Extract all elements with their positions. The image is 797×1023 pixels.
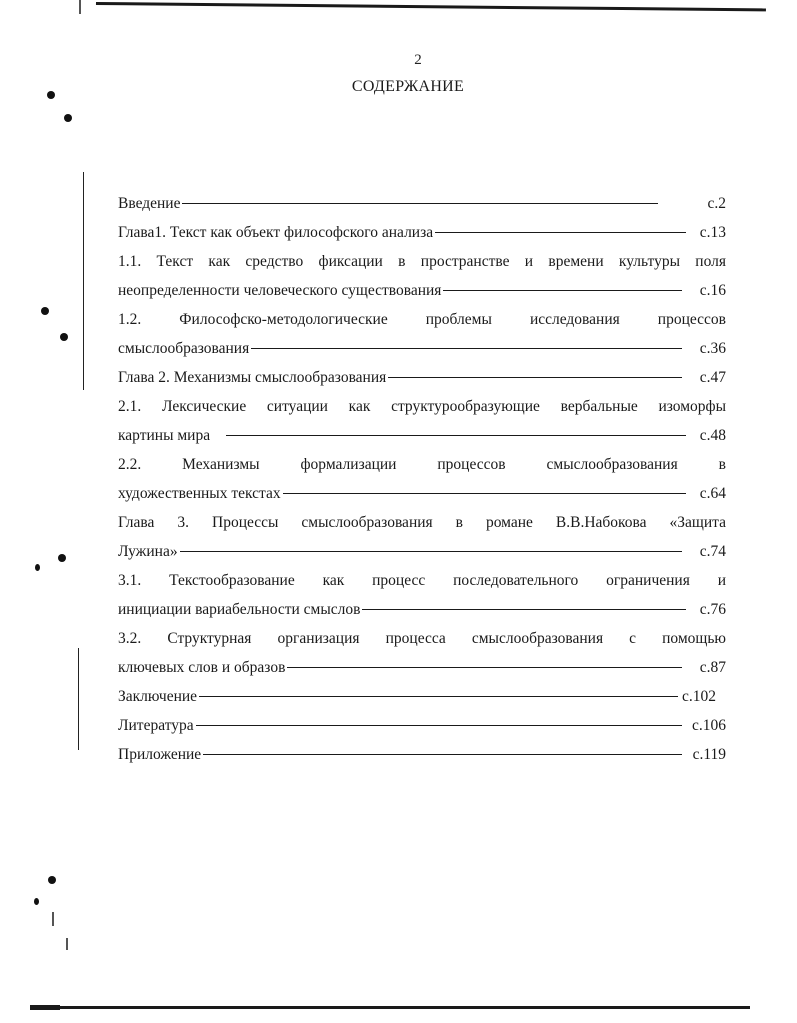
toc-entry-label: Введение	[118, 195, 181, 212]
toc-entry-text-line: 2.1. Лексические ситуации как структурообразующие вербальные изоморфы	[118, 398, 726, 415]
toc-entry-page: с.102	[682, 688, 717, 705]
toc-entry-page: с.36	[699, 340, 726, 357]
toc-entry-chapter-3	[118, 537, 726, 566]
toc-entry-section-1-1	[118, 276, 726, 305]
toc-entry-text-line: 2.2. Механизмы формализации процессов смыслообразования в	[118, 456, 726, 473]
margin-scan-line	[78, 648, 79, 750]
toc-entry-page: с.64	[699, 485, 726, 502]
toc-entry-label: картины мира	[118, 427, 211, 444]
toc-entry-page: с.16	[699, 282, 726, 299]
toc-entry-section-3-2	[118, 653, 726, 682]
scan-border-top	[96, 2, 766, 11]
toc-entry-label: Литература	[118, 717, 194, 734]
toc-entry-page: с.2	[707, 195, 726, 212]
toc-entry-section-3-1	[118, 595, 726, 624]
toc-entry-page: с.47	[699, 369, 726, 386]
toc-entry-chapter-2	[118, 363, 726, 392]
toc-leader-line	[362, 609, 686, 610]
punch-hole-mark	[41, 307, 49, 315]
toc-entry-label: смыслообразования	[118, 340, 250, 357]
scan-speck	[79, 0, 81, 14]
punch-hole-mark	[35, 564, 40, 571]
margin-scan-line	[83, 172, 84, 390]
toc-entry-appendix	[118, 740, 726, 769]
toc-entry-label: художественных текстах	[118, 485, 281, 502]
toc-entry-section-2-2	[118, 479, 726, 508]
scan-speck	[66, 938, 68, 950]
toc-leader-line	[199, 696, 678, 697]
toc-entry-label: Лужина»	[118, 543, 178, 560]
toc-entry-introduction	[118, 189, 726, 218]
toc-entry-label: ключевых слов и образов	[118, 659, 286, 676]
toc-leader-line	[443, 290, 682, 291]
toc-entry-label: инициации вариабельности смыслов	[118, 601, 361, 618]
toc-entry-text-line: 3.2. Структурная организация процесса смыслообразования с помощью	[118, 630, 726, 647]
toc-entry-page: с.106	[691, 717, 726, 734]
toc-entry-page: с.74	[699, 543, 726, 560]
page-number: 2	[414, 52, 422, 68]
scan-border-bottom	[30, 1006, 750, 1009]
toc-entry-page: с.119	[692, 746, 726, 763]
toc-entry-text-line: 1.2. Философско-методологические проблемы исследования процессов	[118, 311, 726, 328]
toc-leader-line	[435, 232, 686, 233]
toc-leader-line	[388, 377, 682, 378]
toc-leader-line	[182, 203, 658, 204]
toc-entry-page: с.13	[699, 224, 726, 241]
toc-entry-text-line: Глава 3. Процессы смыслообразования в романе В.В.Набокова «Защита	[118, 514, 726, 531]
toc-leader-line	[287, 667, 682, 668]
page-title: СОДЕРЖАНИЕ	[351, 78, 465, 95]
toc-entry-label: Глава1. Текст как объект философского анализа	[118, 224, 434, 241]
toc-entry-page: с.48	[699, 427, 726, 444]
toc-leader-line	[226, 435, 686, 436]
punch-hole-mark	[64, 114, 72, 122]
punch-hole-mark	[34, 898, 39, 905]
punch-hole-mark	[60, 333, 68, 341]
toc-entry-section-1-2	[118, 334, 726, 363]
toc-leader-line	[196, 725, 682, 726]
toc-entry-section-2-1	[118, 421, 726, 450]
toc-entry-chapter-1	[118, 218, 726, 247]
toc-entry-label: Заключение	[118, 688, 198, 705]
toc-leader-line	[203, 754, 682, 755]
toc-leader-line	[180, 551, 682, 552]
table-of-contents	[118, 189, 726, 769]
toc-entry-text-line: 1.1. Текст как средство фиксации в пространстве и времени культуры поля	[118, 253, 726, 270]
toc-leader-line	[283, 493, 686, 494]
toc-entry-label: Приложение	[118, 746, 202, 763]
scan-speck	[52, 912, 54, 926]
toc-entry-text-line: 3.1. Текстообразование как процесс последовательного ограничения и	[118, 572, 726, 589]
toc-entry-page: с.76	[699, 601, 726, 618]
toc-entry-conclusion	[118, 682, 726, 711]
toc-entry-label: неопределенности человеческого существования	[118, 282, 442, 299]
toc-entry-page: с.87	[699, 659, 726, 676]
toc-leader-line	[251, 348, 682, 349]
toc-entry-literature	[118, 711, 726, 740]
punch-hole-mark	[48, 876, 56, 884]
toc-entry-label: Глава 2. Механизмы смыслообразования	[118, 369, 387, 386]
punch-hole-mark	[58, 554, 66, 562]
